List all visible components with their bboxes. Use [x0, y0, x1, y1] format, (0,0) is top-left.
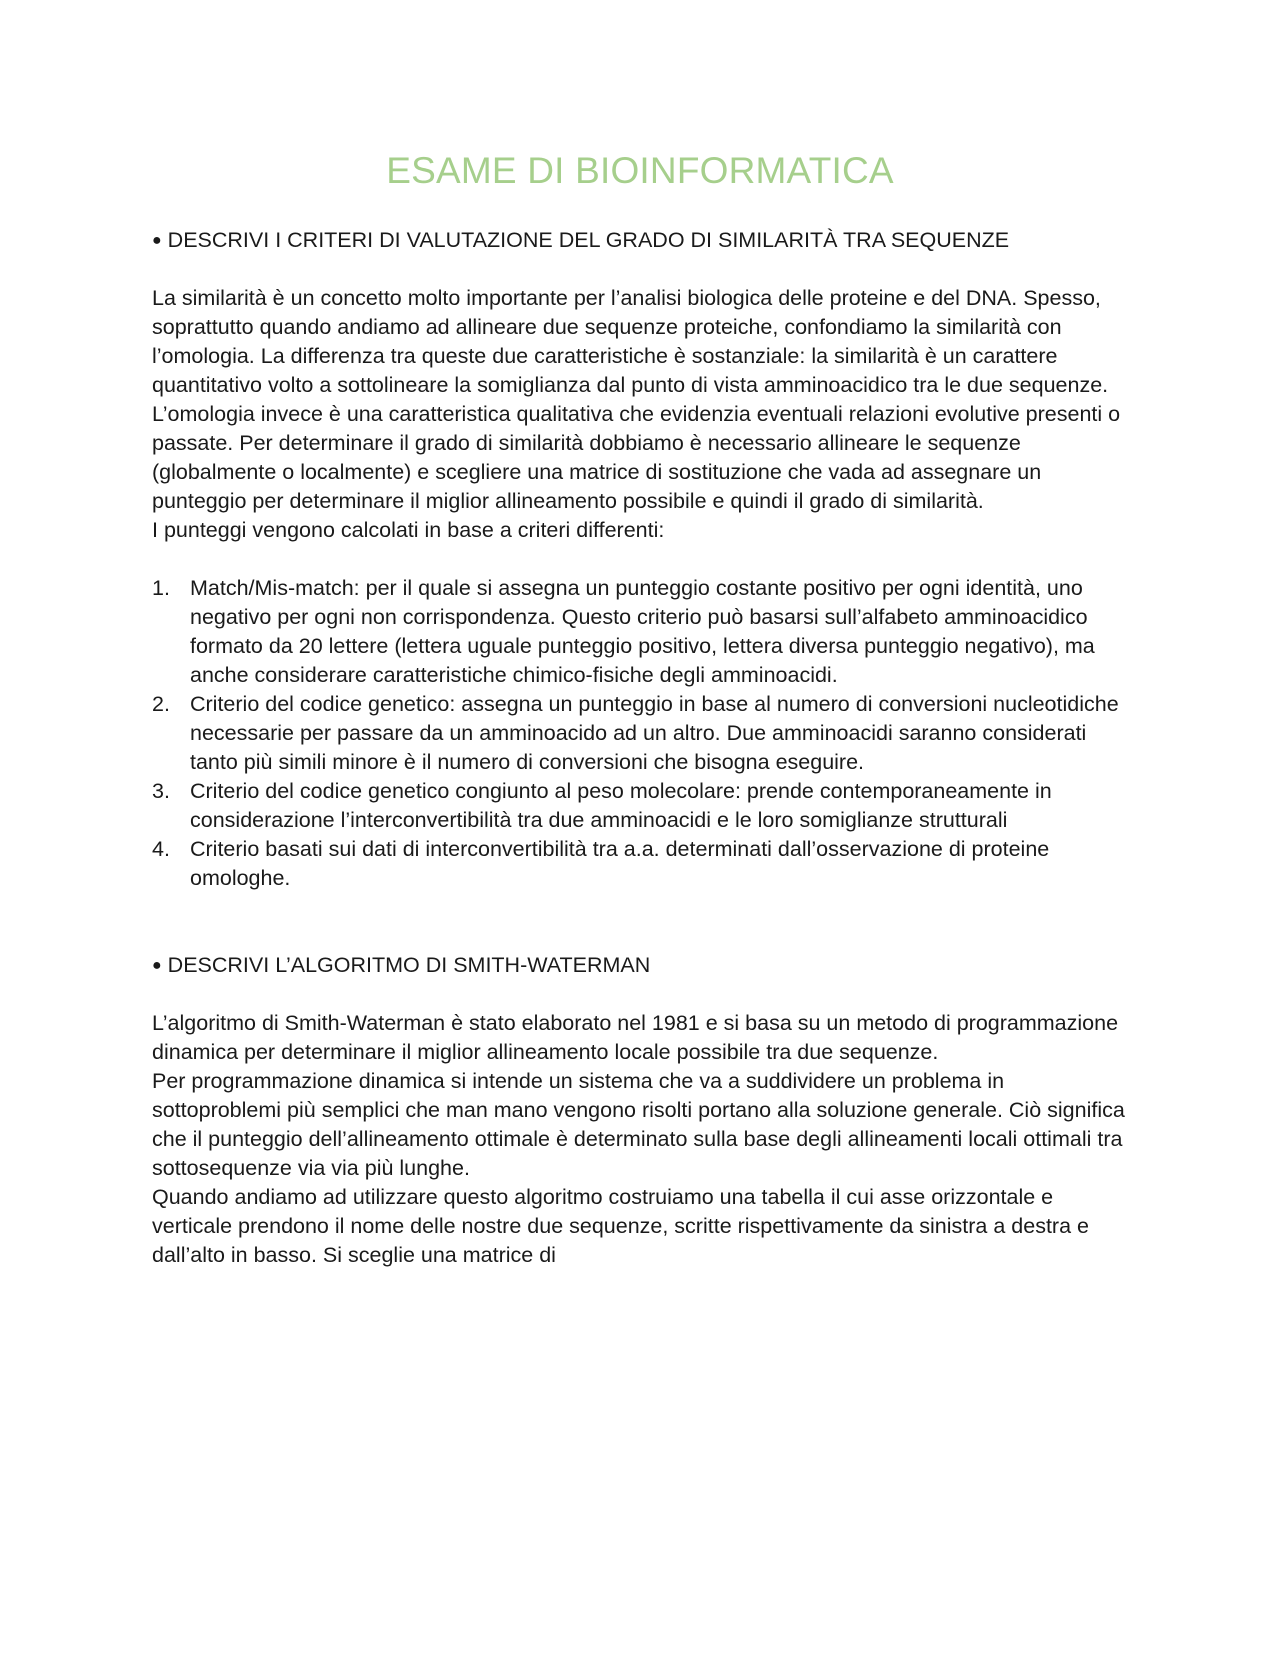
list-item-text: Criterio del codice genetico congiunto al peso molecolare: prende contemporaneamente in considerazione l’interconvertibilità tra due amminoacidi e le loro somiglianze strutturali [190, 779, 1052, 832]
list-item-text: Criterio basati sui dati di interconvertibilità tra a.a. determinati dall’osservazione di proteine omologhe. [190, 837, 1050, 890]
list-item [152, 777, 1132, 835]
paragraph: Quando andiamo ad utilizzare questo algoritmo costruiamo una tabella il cui asse orizzontale e verticale prendono il nome delle nostre due sequenze, scritte rispettivamente da sinistra a destra e dall’alto in basso. Si sceglie una matrice di [152, 1185, 1089, 1267]
section-spacer [152, 893, 1132, 951]
section-heading-text: DESCRIVI L’ALGORITMO DI SMITH-WATERMAN [167, 953, 651, 977]
page-title: ESAME DI BIOINFORMATICA [386, 150, 894, 191]
list-item [152, 574, 1132, 690]
paragraph: I punteggi vengono calcolati in base a criteri differenti: [152, 518, 665, 542]
list-item-number: 1. [152, 576, 170, 600]
list-item-text: Match/Mis-match: per il quale si assegna un punteggio costante positivo per ogni identità, uno negativo per ogni non corrispondenza. Questo criterio può basarsi sull’alfabeto amminoacidico formato da 20 lettere (lettera uguale punteggio positivo, lettera diversa punteggio negativo), ma anche considerare caratteristiche chimico-fisiche degli amminoacidi. [190, 576, 1095, 687]
section-heading-text: DESCRIVI I CRITERI DI VALUTAZIONE DEL GRADO DI SIMILARITÀ TRA SEQUENZE [167, 228, 1010, 252]
paragraph: La similarità è un concetto molto importante per l’analisi biologica delle proteine e del DNA. Spesso, soprattutto quando andiamo ad allineare due sequenze proteiche, confondiamo la similarità con l’omologia. La differenza tra queste due caratteristiche è sostanziale: la similarità è un carattere quantitativo volto a sottolineare la somiglianza dal punto di vista amminoacidico tra le due sequenze. L’omologia invece è una caratteristica qualitativa che evidenzia eventuali relazioni evolutive presenti o passate. Per determinare il grado di similarità dobbiamo è necessario allineare le sequenze (globalmente o localmente) e scegliere una matrice di sostituzione che vada ad assegnare un punteggio per determinare il miglior allineamento possibile e quindi il grado di similarità. [152, 286, 1121, 513]
paragraph: L’algoritmo di Smith-Waterman è stato elaborato nel 1981 e si basa su un metodo di programmazione dinamica per determinare il miglior allineamento locale possibile tra due sequenze. [152, 1011, 1119, 1064]
list-item-text: Criterio del codice genetico: assegna un punteggio in base al numero di conversioni nucleotidiche necessarie per passare da un amminoacido ad un altro. Due amminoacidi saranno considerati tanto più simili minore è il numero di conversioni che bisogna eseguire. [190, 692, 1119, 774]
criteria-list [152, 574, 1132, 893]
section-heading-smith-waterman [152, 951, 1132, 980]
bullet-icon: ● [152, 957, 162, 974]
section-body-smith-waterman [152, 1009, 1132, 1270]
paragraph: Per programmazione dinamica si intende un sistema che va a suddividere un problema in sottoproblemi più semplici che man mano vengono risolti portano alla soluzione generale. Ciò significa che il punteggio dell’allineamento ottimale è determinato sulla base degli allineamenti locali ottimali tra sottosequenze via via più lunghe. [152, 1069, 1125, 1180]
list-item-number: 3. [152, 779, 170, 803]
section-heading-similarity [152, 226, 1132, 255]
list-item [152, 835, 1132, 893]
list-item-number: 2. [152, 692, 170, 716]
document-body [152, 226, 1132, 1270]
list-item [152, 690, 1132, 777]
bullet-icon: ● [152, 232, 162, 249]
list-item-number: 4. [152, 837, 170, 861]
section-body-similarity [152, 284, 1132, 545]
